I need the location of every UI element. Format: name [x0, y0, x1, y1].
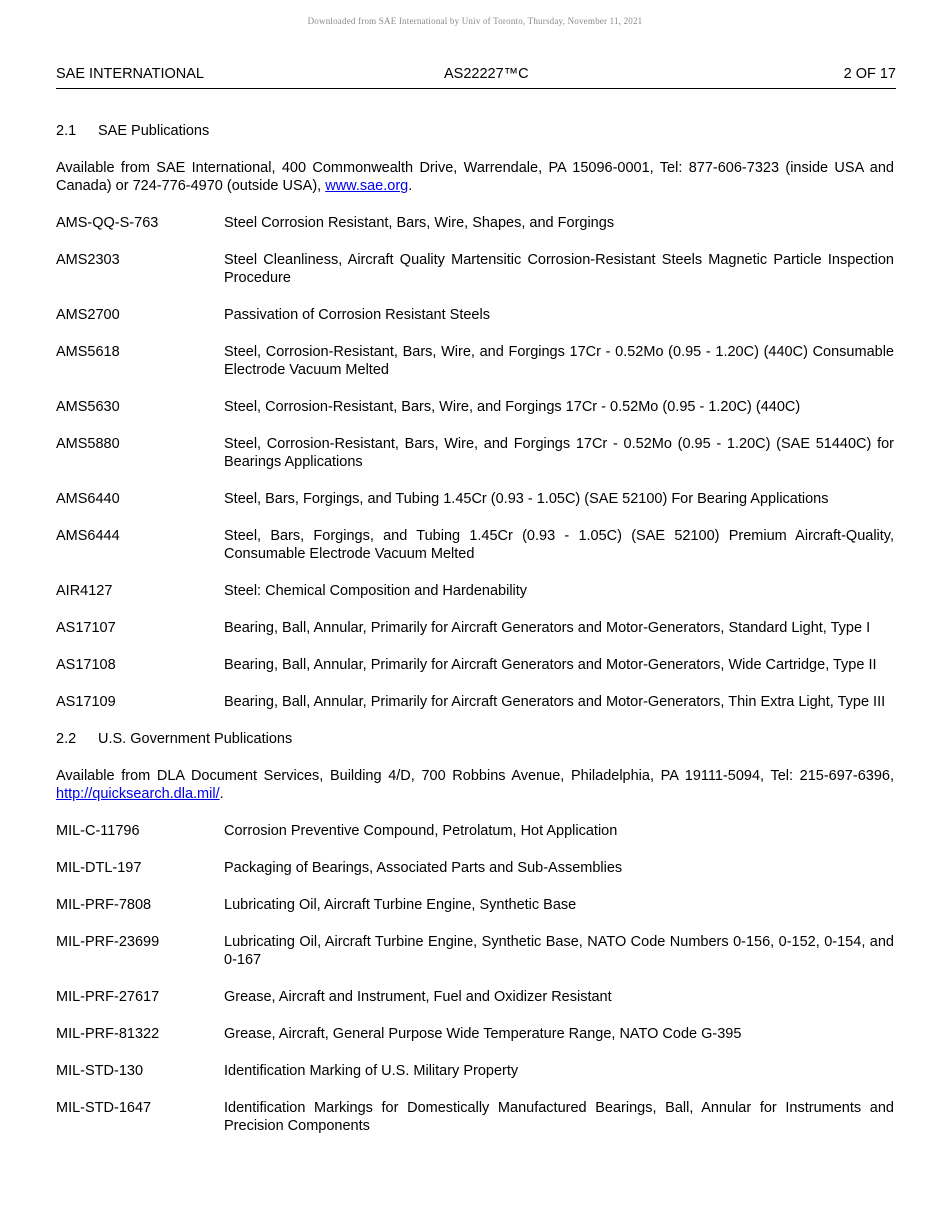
- reference-row: [56, 988, 894, 1006]
- availability-text: Available from SAE International, 400 Commonwealth Drive, Warrendale, PA 15096-0001, Tel: 877-606-7323 (inside USA and Canada) or 724-776-4970 (outside USA),: [56, 160, 894, 194]
- reference-code: MIL-PRF-27617: [56, 989, 160, 1005]
- reference-code: AMS6444: [56, 528, 120, 544]
- reference-row: [56, 214, 894, 232]
- reference-code: AS17107: [56, 620, 116, 636]
- sae-website-link[interactable]: www.sae.org: [325, 178, 409, 194]
- document-body: [56, 122, 894, 1154]
- reference-code: AMS5618: [56, 344, 120, 360]
- reference-title: Corrosion Preventive Compound, Petrolatum, Hot Application: [224, 823, 618, 839]
- reference-title: Packaging of Bearings, Associated Parts and Sub-Assemblies: [224, 860, 623, 876]
- reference-code: AMS2700: [56, 307, 120, 323]
- reference-title: Steel, Bars, Forgings, and Tubing 1.45Cr (0.93 - 1.05C) (SAE 52100) For Bearing Applications: [224, 491, 829, 507]
- reference-title: Steel, Corrosion-Resistant, Bars, Wire, and Forgings 17Cr - 0.52Mo (0.95 - 1.20C) (440C): [224, 399, 801, 415]
- reference-row: [56, 619, 894, 637]
- reference-title: Steel, Corrosion-Resistant, Bars, Wire, and Forgings 17Cr - 0.52Mo (0.95 - 1.20C) (SAE 51440C) for Bearings Applications: [224, 436, 894, 470]
- download-watermark: Downloaded from SAE International by Univ of Toronto, Thursday, November 11, 2021: [307, 16, 643, 26]
- reference-row: [56, 343, 894, 379]
- reference-row: [56, 1099, 894, 1135]
- reference-code: AIR4127: [56, 583, 113, 599]
- reference-title: Lubricating Oil, Aircraft Turbine Engine, Synthetic Base, NATO Code Numbers 0-156, 0-152, 0-154, and 0-167: [224, 934, 894, 968]
- link-suffix: .: [408, 178, 413, 194]
- dla-quicksearch-link[interactable]: http://quicksearch.dla.mil/: [56, 786, 220, 802]
- reference-row: [56, 582, 894, 600]
- section-title: U.S. Government Publications: [98, 731, 293, 747]
- section-number: 2.1: [56, 123, 77, 139]
- reference-list: [56, 822, 894, 1135]
- reference-row: [56, 1062, 894, 1080]
- reference-row: [56, 896, 894, 914]
- reference-title: Passivation of Corrosion Resistant Steels: [224, 307, 490, 323]
- reference-code: MIL-STD-1647: [56, 1100, 152, 1116]
- reference-title: Steel Corrosion Resistant, Bars, Wire, Shapes, and Forgings: [224, 215, 615, 231]
- reference-code: AS17108: [56, 657, 116, 673]
- section-number: 2.2: [56, 731, 77, 747]
- document-number: AS22227™C: [444, 66, 529, 82]
- page-header: [56, 66, 896, 89]
- reference-title: Bearing, Ball, Annular, Primarily for Aircraft Generators and Motor-Generators, Standard Light, Type I: [224, 620, 871, 636]
- reference-row: [56, 693, 894, 711]
- reference-title: Grease, Aircraft, General Purpose Wide Temperature Range, NATO Code G-395: [224, 1026, 742, 1042]
- availability-paragraph: [56, 767, 894, 803]
- reference-code: MIL-PRF-23699: [56, 934, 160, 950]
- reference-title: Steel, Bars, Forgings, and Tubing 1.45Cr (0.93 - 1.05C) (SAE 52100) Premium Aircraft-Quality, Consumable Electrode Vacuum Melted: [224, 528, 894, 562]
- reference-code: AMS5880: [56, 436, 120, 452]
- reference-title: Steel: Chemical Composition and Hardenability: [224, 583, 528, 599]
- section-heading: [56, 730, 894, 748]
- reference-title: Identification Markings for Domestically Manufactured Bearings, Ball, Annular for Instruments and Precision Components: [224, 1100, 894, 1134]
- section-title: SAE Publications: [98, 123, 210, 139]
- reference-row: [56, 933, 894, 969]
- reference-code: MIL-C-11796: [56, 823, 140, 839]
- publisher-name: SAE INTERNATIONAL: [56, 66, 204, 82]
- reference-title: Steel, Corrosion-Resistant, Bars, Wire, and Forgings 17Cr - 0.52Mo (0.95 - 1.20C) (440C) Consumable Electrode Vacuum Melted: [224, 344, 894, 378]
- page-number: 2 OF 17: [843, 66, 896, 82]
- reference-row: [56, 398, 894, 416]
- reference-code: MIL-DTL-197: [56, 860, 142, 876]
- reference-code: AMS2303: [56, 252, 120, 268]
- reference-row: [56, 435, 894, 471]
- reference-code: MIL-PRF-81322: [56, 1026, 160, 1042]
- reference-row: [56, 822, 894, 840]
- reference-title: Grease, Aircraft and Instrument, Fuel and Oxidizer Resistant: [224, 989, 612, 1005]
- reference-title: Bearing, Ball, Annular, Primarily for Aircraft Generators and Motor-Generators, Thin Extra Light, Type III: [224, 694, 886, 710]
- reference-code: AMS6440: [56, 491, 120, 507]
- reference-row: [56, 656, 894, 674]
- reference-row: [56, 306, 894, 324]
- reference-code: AMS-QQ-S-763: [56, 215, 159, 231]
- reference-list: [56, 214, 894, 711]
- reference-row: [56, 251, 894, 287]
- reference-row: [56, 490, 894, 508]
- reference-title: Bearing, Ball, Annular, Primarily for Aircraft Generators and Motor-Generators, Wide Cartridge, Type II: [224, 657, 877, 673]
- reference-row: [56, 1025, 894, 1043]
- reference-code: MIL-PRF-7808: [56, 897, 152, 913]
- availability-text: Available from DLA Document Services, Building 4/D, 700 Robbins Avenue, Philadelphia, PA 19111-5094, Tel: 215-697-6396,: [56, 768, 894, 784]
- reference-row: [56, 859, 894, 877]
- reference-title: Steel Cleanliness, Aircraft Quality Martensitic Corrosion-Resistant Steels Magnetic Particle Inspection Procedure: [224, 252, 894, 286]
- reference-title: Lubricating Oil, Aircraft Turbine Engine, Synthetic Base: [224, 897, 577, 913]
- availability-paragraph: [56, 159, 894, 195]
- reference-title: Identification Marking of U.S. Military Property: [224, 1063, 519, 1079]
- section-heading: [56, 122, 894, 140]
- reference-code: AMS5630: [56, 399, 120, 415]
- link-suffix: .: [219, 786, 224, 802]
- reference-code: AS17109: [56, 694, 116, 710]
- reference-code: MIL-STD-130: [56, 1063, 144, 1079]
- reference-row: [56, 527, 894, 563]
